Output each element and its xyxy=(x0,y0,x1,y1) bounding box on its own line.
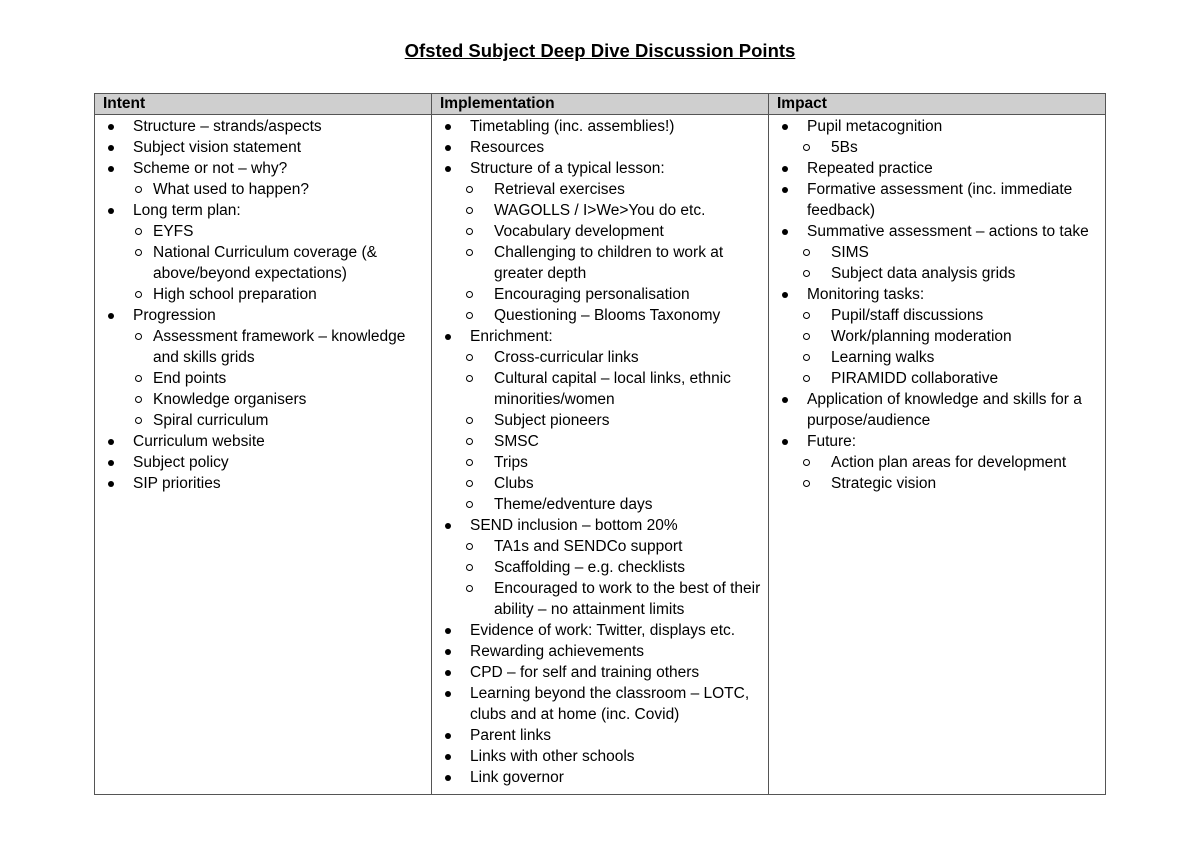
list-item xyxy=(432,158,764,179)
hollow-bullet-icon xyxy=(803,144,810,151)
list-item-text: Subject policy xyxy=(133,454,229,471)
sub-list-item xyxy=(432,242,764,284)
sub-list-item xyxy=(432,578,764,620)
list-item-text: Timetabling (inc. assemblies!) xyxy=(470,118,675,135)
bullet-icon xyxy=(445,775,451,781)
sub-list-item xyxy=(432,179,764,200)
list-item xyxy=(432,662,764,683)
bullet-icon xyxy=(445,523,451,529)
sub-list-item xyxy=(95,242,427,284)
list-item-text: Pupil/staff discussions xyxy=(831,307,984,324)
list-item-text: What used to happen? xyxy=(153,181,309,198)
list-item-text: CPD – for self and training others xyxy=(470,664,700,681)
sub-list-item xyxy=(432,473,764,494)
column-header-intent: Intent xyxy=(95,94,432,115)
list-item-text: Application of knowledge and skills for a purpose/audience xyxy=(807,391,1082,429)
list-item xyxy=(769,221,1101,242)
sub-list-item xyxy=(769,473,1101,494)
bullet-icon xyxy=(108,460,114,466)
list-item-text: High school preparation xyxy=(153,286,317,303)
hollow-bullet-icon xyxy=(466,438,473,445)
list-item-text: Formative assessment (inc. immediate feedback) xyxy=(807,181,1073,219)
impact-cell xyxy=(769,115,1106,795)
sub-list-item xyxy=(432,557,764,578)
list-item-text: WAGOLLS / I>We>You do etc. xyxy=(494,202,706,219)
bullet-icon xyxy=(445,124,451,130)
list-item-text: TA1s and SENDCo support xyxy=(494,538,683,555)
bullet-icon xyxy=(445,166,451,172)
hollow-bullet-icon xyxy=(135,228,142,235)
list-item xyxy=(95,200,427,221)
bullet-icon xyxy=(445,670,451,676)
sub-list-item xyxy=(432,305,764,326)
sub-list-item xyxy=(432,452,764,473)
list-item-text: PIRAMIDD collaborative xyxy=(831,370,999,387)
list-item-text: Questioning – Blooms Taxonomy xyxy=(494,307,721,324)
list-item-text: Summative assessment – actions to take xyxy=(807,223,1089,240)
list-item-text: Subject pioneers xyxy=(494,412,610,429)
bullet-icon xyxy=(445,754,451,760)
bullet-icon xyxy=(782,124,788,130)
list-item xyxy=(769,389,1101,431)
bullet-icon xyxy=(782,397,788,403)
bullet-icon xyxy=(782,439,788,445)
list-item xyxy=(95,158,427,179)
list-item-text: Structure of a typical lesson: xyxy=(470,160,665,177)
list-item-text: SIMS xyxy=(831,244,869,261)
list-item-text: Subject data analysis grids xyxy=(831,265,1016,282)
list-item-text: Long term plan: xyxy=(133,202,241,219)
hollow-bullet-icon xyxy=(466,186,473,193)
sub-list-item xyxy=(432,284,764,305)
hollow-bullet-icon xyxy=(466,501,473,508)
sub-list-item xyxy=(769,242,1101,263)
list-item-text: SMSC xyxy=(494,433,539,450)
list-item-text: Scaffolding – e.g. checklists xyxy=(494,559,685,576)
list-item xyxy=(769,116,1101,137)
bullet-icon xyxy=(445,691,451,697)
list-item-text: Action plan areas for development xyxy=(831,454,1067,471)
sub-list-item xyxy=(432,368,764,410)
sub-list-item xyxy=(432,347,764,368)
bullet-icon xyxy=(108,481,114,487)
hollow-bullet-icon xyxy=(803,354,810,361)
hollow-bullet-icon xyxy=(466,459,473,466)
hollow-bullet-icon xyxy=(135,417,142,424)
sub-list-item xyxy=(432,410,764,431)
list-item-text: Scheme or not – why? xyxy=(133,160,288,177)
list-item-text: Learning beyond the classroom – LOTC, clubs and at home (inc. Covid) xyxy=(470,685,750,723)
hollow-bullet-icon xyxy=(803,459,810,466)
list-item-text: Enrichment: xyxy=(470,328,553,345)
list-item-text: Subject vision statement xyxy=(133,139,302,156)
list-item-text: Spiral curriculum xyxy=(153,412,269,429)
column-header-implementation: Implementation xyxy=(432,94,769,115)
list-item xyxy=(432,767,764,788)
hollow-bullet-icon xyxy=(466,543,473,550)
list-item xyxy=(95,473,427,494)
list-item xyxy=(432,326,764,347)
hollow-bullet-icon xyxy=(803,249,810,256)
bullet-icon xyxy=(108,439,114,445)
list-item xyxy=(432,746,764,767)
hollow-bullet-icon xyxy=(466,417,473,424)
sub-list-item xyxy=(95,284,427,305)
sub-list-item xyxy=(769,347,1101,368)
bullet-icon xyxy=(445,628,451,634)
list-item-text: Work/planning moderation xyxy=(831,328,1012,345)
hollow-bullet-icon xyxy=(466,312,473,319)
hollow-bullet-icon xyxy=(135,186,142,193)
list-item-text: Curriculum website xyxy=(133,433,265,450)
bullet-icon xyxy=(108,208,114,214)
list-item-text: National Curriculum coverage (& above/beyond expectations) xyxy=(153,244,377,282)
list-item-text: Rewarding achievements xyxy=(470,643,645,660)
hollow-bullet-icon xyxy=(135,375,142,382)
table-body-row xyxy=(95,115,1106,795)
bullet-icon xyxy=(445,649,451,655)
list-item xyxy=(432,116,764,137)
list-item xyxy=(432,683,764,725)
hollow-bullet-icon xyxy=(466,480,473,487)
list-item xyxy=(432,725,764,746)
sub-list-item xyxy=(432,200,764,221)
hollow-bullet-icon xyxy=(466,585,473,592)
table-header-row xyxy=(95,94,1106,115)
list-item-text: 5Bs xyxy=(831,139,858,156)
list-item-text: Structure – strands/aspects xyxy=(133,118,322,135)
hollow-bullet-icon xyxy=(803,333,810,340)
sub-list-item xyxy=(95,389,427,410)
bullet-icon xyxy=(445,145,451,151)
list-item-text: Resources xyxy=(470,139,545,156)
bullet-icon xyxy=(782,292,788,298)
list-item-text: Links with other schools xyxy=(470,748,635,765)
bullet-icon xyxy=(108,124,114,130)
hollow-bullet-icon xyxy=(135,396,142,403)
column-header-impact: Impact xyxy=(769,94,1106,115)
implementation-cell xyxy=(432,115,769,795)
sub-list-item xyxy=(769,263,1101,284)
list-item-text: Challenging to children to work at greater depth xyxy=(494,244,724,282)
hollow-bullet-icon xyxy=(466,207,473,214)
intent-cell xyxy=(95,115,432,795)
list-item-text: SIP priorities xyxy=(133,475,221,492)
list-item xyxy=(432,620,764,641)
sub-list-item xyxy=(769,368,1101,389)
bullet-icon xyxy=(108,313,114,319)
sub-list-item xyxy=(769,305,1101,326)
hollow-bullet-icon xyxy=(466,228,473,235)
list-item xyxy=(769,431,1101,452)
hollow-bullet-icon xyxy=(466,354,473,361)
list-item-text: Encouraged to work to the best of their ability – no attainment limits xyxy=(494,580,761,618)
hollow-bullet-icon xyxy=(466,564,473,571)
list-item xyxy=(95,116,427,137)
list-item xyxy=(432,515,764,536)
discussion-points-table xyxy=(94,93,1106,795)
sub-list-item xyxy=(432,221,764,242)
list-item xyxy=(769,158,1101,179)
hollow-bullet-icon xyxy=(803,312,810,319)
bullet-icon xyxy=(108,166,114,172)
list-item-text: Theme/edventure days xyxy=(494,496,653,513)
sub-list-item xyxy=(769,137,1101,158)
list-item-text: Parent links xyxy=(470,727,551,744)
list-item-text: Repeated practice xyxy=(807,160,933,177)
list-item-text: EYFS xyxy=(153,223,194,240)
hollow-bullet-icon xyxy=(466,249,473,256)
list-item-text: Cultural capital – local links, ethnic minorities/women xyxy=(494,370,731,408)
list-item xyxy=(769,284,1101,305)
sub-list-item xyxy=(95,410,427,431)
list-item-text: Cross-curricular links xyxy=(494,349,639,366)
hollow-bullet-icon xyxy=(803,480,810,487)
sub-list-item xyxy=(95,368,427,389)
impact-list xyxy=(769,116,1101,494)
list-item-text: End points xyxy=(153,370,227,387)
sub-list-item xyxy=(769,326,1101,347)
hollow-bullet-icon xyxy=(466,375,473,382)
list-item-text: SEND inclusion – bottom 20% xyxy=(470,517,678,534)
list-item-text: Strategic vision xyxy=(831,475,937,492)
list-item-text: Future: xyxy=(807,433,857,450)
list-item-text: Assessment framework – knowledge and skills grids xyxy=(153,328,406,366)
list-item-text: Link governor xyxy=(470,769,564,786)
sub-list-item xyxy=(95,326,427,368)
list-item-text: Trips xyxy=(494,454,528,471)
hollow-bullet-icon xyxy=(135,249,142,256)
list-item xyxy=(432,137,764,158)
list-item-text: Clubs xyxy=(494,475,534,492)
list-item-text: Pupil metacognition xyxy=(807,118,943,135)
list-item xyxy=(95,305,427,326)
list-item xyxy=(95,137,427,158)
hollow-bullet-icon xyxy=(135,291,142,298)
list-item-text: Learning walks xyxy=(831,349,935,366)
hollow-bullet-icon xyxy=(135,333,142,340)
list-item-text: Retrieval exercises xyxy=(494,181,625,198)
intent-list xyxy=(95,116,427,494)
list-item xyxy=(95,431,427,452)
list-item-text: Monitoring tasks: xyxy=(807,286,925,303)
sub-list-item xyxy=(432,536,764,557)
sub-list-item xyxy=(432,431,764,452)
bullet-icon xyxy=(445,334,451,340)
bullet-icon xyxy=(782,229,788,235)
list-item-text: Encouraging personalisation xyxy=(494,286,690,303)
bullet-icon xyxy=(108,145,114,151)
bullet-icon xyxy=(445,733,451,739)
sub-list-item xyxy=(95,179,427,200)
hollow-bullet-icon xyxy=(803,270,810,277)
sub-list-item xyxy=(432,494,764,515)
list-item xyxy=(432,641,764,662)
list-item-text: Knowledge organisers xyxy=(153,391,307,408)
list-item-text: Evidence of work: Twitter, displays etc. xyxy=(470,622,736,639)
implementation-list xyxy=(432,116,764,788)
list-item-text: Progression xyxy=(133,307,216,324)
hollow-bullet-icon xyxy=(466,291,473,298)
sub-list-item xyxy=(95,221,427,242)
list-item xyxy=(95,452,427,473)
bullet-icon xyxy=(782,187,788,193)
sub-list-item xyxy=(769,452,1101,473)
bullet-icon xyxy=(782,166,788,172)
page-title: Ofsted Subject Deep Dive Discussion Points xyxy=(404,40,796,61)
hollow-bullet-icon xyxy=(803,375,810,382)
list-item xyxy=(769,179,1101,221)
list-item-text: Vocabulary development xyxy=(494,223,664,240)
